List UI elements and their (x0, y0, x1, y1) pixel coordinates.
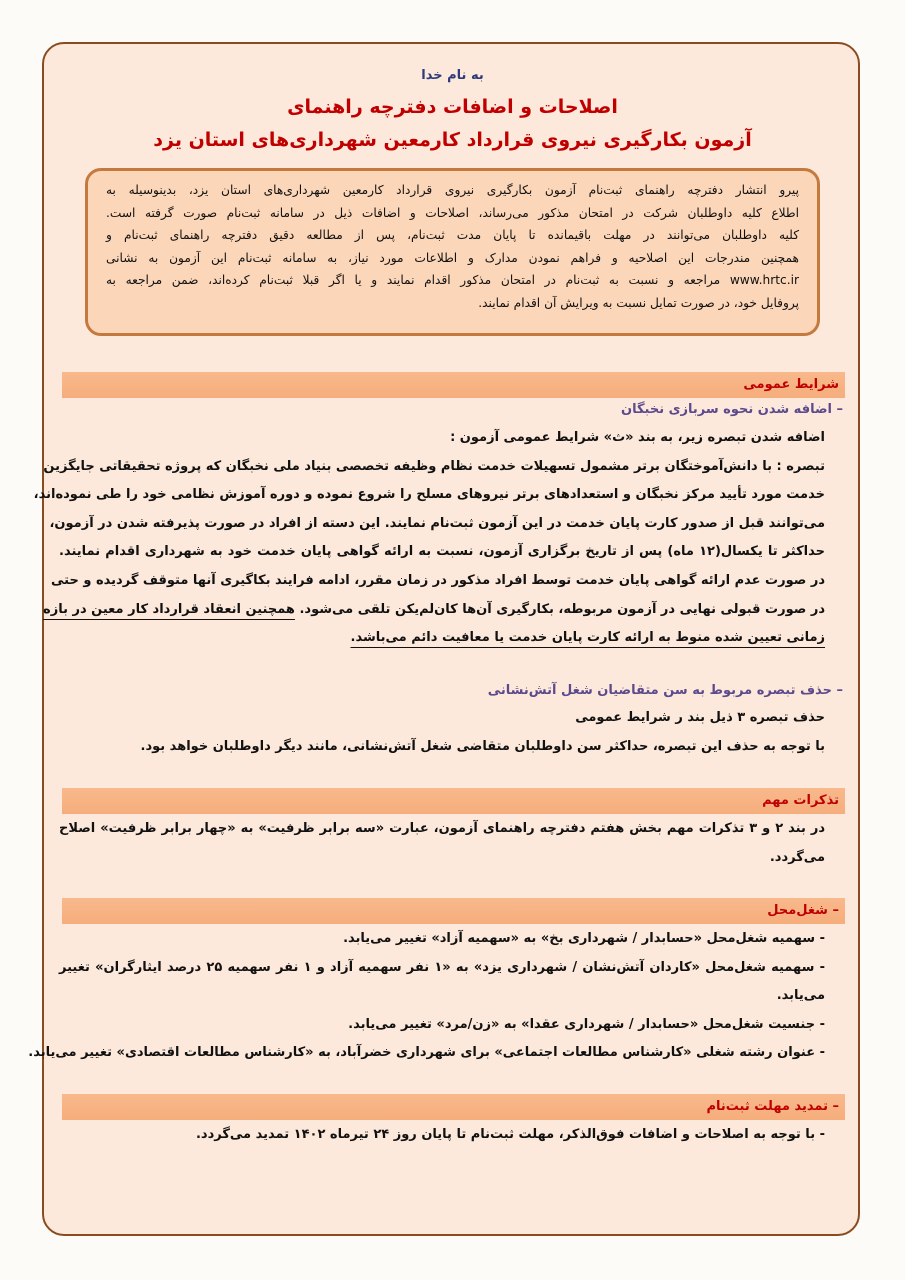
text-line: حداکثر تا یکسال(۱۲ ماه) پس از تاریخ برگزاری آزمون، نسبت به ارائه گواهی پایان خدمت خود به شهرداری اقدام نمایند. (59, 544, 826, 560)
text-line: حذف تبصره ۳ ذیل بند ر شرایط عمومی (575, 710, 825, 725)
jobs-text (28, 925, 825, 1068)
subheading-firefighter-age: – حذف تبصره مربوط به سن متقاضیان شغل آتش‌نشانی (487, 683, 843, 698)
document-title: اصلاحات و اضافات دفترچه راهنمای (287, 96, 618, 118)
text-line: می‌یابد. (776, 988, 825, 1004)
extension-text (59, 1121, 825, 1150)
text-plain: در صورت قبولی نهایی در آزمون مربوطه، بکارگیری آن‌ها کان‌لم‌یکن تلقی می‌شود. (294, 601, 825, 617)
subheading-elite-service: – اضافه شدن نحوه سربازی نخبگان (620, 402, 843, 417)
text-line (43, 596, 825, 625)
intro-line: اطلاع کلیه داوطلبان شرکت در امتحان مذکور می‌رساند، اصلاحات و اضافات ذیل در سامانه ثبت‌نام صورت گرفته است. (106, 205, 799, 220)
document-subtitle: آزمون بکارگیری نیروی قرارداد کارمعین شهرداری‌های استان یزد (153, 129, 752, 151)
text-line: اضافه شدن تبصره زیر، به بند «ث» شرایط عمومی آزمون : (450, 430, 825, 445)
text-line: در صورت عدم ارائه گواهی پایان خدمت توسط افراد مذکور در زمان مقرر، ادامه فرایند بکاگیری آنها متوقف گردیده و حتی (51, 572, 825, 588)
text-line: با توجه به حذف این تبصره، حداکثر سن داوطلبان متقاضی شغل آتش‌نشانی، مانند دیگر داوطلبان خواهد بود. (140, 738, 825, 754)
text-line: - سهمیه شغل‌محل «حسابدار / شهرداری بخ» به «سهمیه آزاد» تغییر می‌یابد. (343, 931, 825, 946)
text-line: می‌گردد. (769, 849, 825, 865)
text-line (59, 624, 825, 653)
firefighter-age-text (59, 704, 825, 761)
section-extension-heading: – تمدید مهلت ثبت‌نام (62, 1094, 845, 1120)
section-general-heading: شرایط عمومی (62, 372, 845, 398)
text-line: تبصره : با دانش‌آموختگان برتر مشمول تسهیلات خدمت نظام وظیفه تخصصی بنیاد ملی نخبگان که پروژه تحقیقاتی جایگزین (43, 458, 825, 474)
intro-line: www.hrtc.ir مراجعه و نسبت به ثبت‌نام در امتحان مذکور اقدام نمایند و یا اگر قبلا ثبت‌نام کرده‌اند، ضمن مراجعه به (106, 273, 799, 288)
text-line: - سهمیه شغل‌محل «کاردان آتش‌نشان / شهرداری یزد» به «۱ نفر سهمیه آزاد و ۱ نفر سهمیه ۲۵ درصد ایثارگران» تغییر (59, 959, 825, 975)
section-jobs-heading: – شغل‌محل (62, 898, 845, 924)
bismillah: به نام خدا (421, 68, 484, 83)
text-line: می‌توانند قبل از صدور کارت پایان خدمت در این آزمون ثبت‌نام نمایند. این دسته از افراد در صورت پذیرفته شدن در آزمون، (49, 515, 825, 531)
underlined-text: همچنین انعقاد قرارداد کار معین در بازه (43, 601, 295, 617)
intro-line: پیرو انتشار دفترچه راهنمای ثبت‌نام آزمون بکارگیری نیروی قرارداد کارمعین شهرداری‌های استان یزد، بدینوسیله به (106, 183, 799, 197)
text-line: - با توجه به اصلاحات و اضافات فوق‌الذکر، مهلت ثبت‌نام تا پایان روز ۲۴ تیرماه ۱۴۰۲ تمدید می‌گردد. (195, 1127, 825, 1142)
underlined-text: زمانی تعیین شده منوط به ارائه کارت پایان خدمت یا معافیت دائم می‌باشد. (350, 630, 825, 646)
text-line: - عنوان رشته شغلی «کارشناس مطالعات اجتماعی» برای شهرداری خضرآباد، به «کارشناس مطالعات اقتصادی» تغییر می‌یابد. (28, 1045, 825, 1061)
intro-line: همچنین مندرجات این اصلاحیه و فراهم نمودن مدارک و اطلاعات مورد نیاز، به سامانه ثبت‌نام این آزمون به نشانی (106, 250, 799, 265)
intro-box (85, 168, 820, 336)
intro-line: کلیه داوطلبان می‌توانند در مهلت باقیمانده تا پایان مدت ثبت‌نام، پس از مطالعه دقیق دفترچه راهنمای ثبت‌نام و (106, 228, 799, 243)
intro-line: پروفایل خود، در صورت تمایل نسبت به ویرایش آن اقدام نمایند. (478, 295, 799, 310)
elite-service-text (33, 424, 826, 653)
text-line: - جنسیت شغل‌محل «حسابدار / شهرداری عقدا» به «زن/مرد» تغییر می‌یابد. (348, 1016, 825, 1032)
section-notes-heading: تذکرات مهم (62, 788, 845, 814)
notes-text (59, 815, 825, 872)
text-line: در بند ۲ و ۳ تذکرات مهم بخش هفتم دفترچه راهنمای آزمون، عبارت «سه برابر ظرفیت» به «چهار برابر ظرفیت» اصلاح (59, 821, 825, 836)
text-line: خدمت مورد تأیید مرکز نخبگان و استعدادهای برتر نیروهای مسلح را شروع نموده و دوره آموزش نظامی خود را طی نموده‌اند، (33, 487, 825, 503)
